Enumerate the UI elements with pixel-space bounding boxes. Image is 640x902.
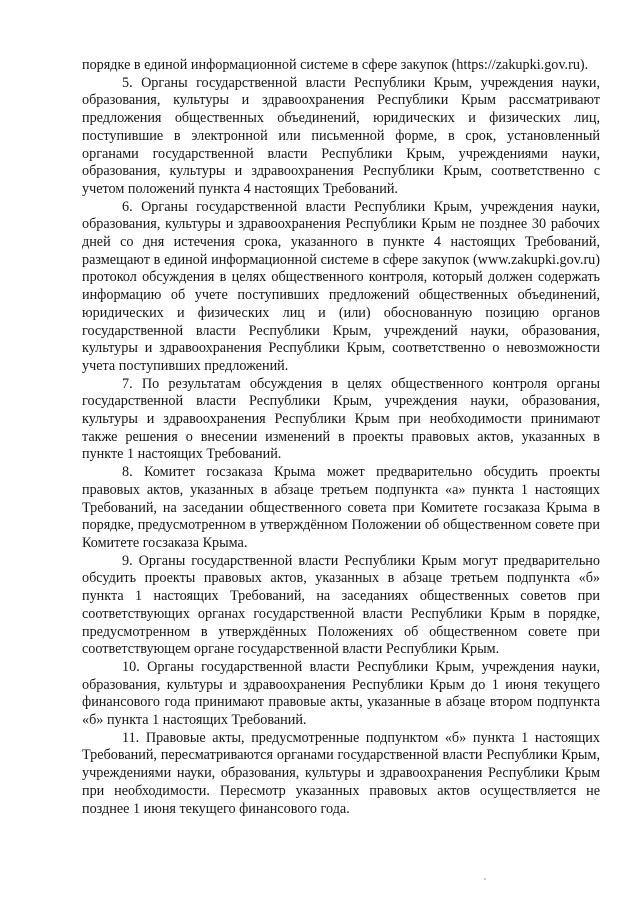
paragraph-item-7: 7. По результатам обсуждения в целях общественного контроля органы государственной власти Республики Крым, учреждения науки, образования, культуры и здравоохранения Республики Крым при необходимости принимают также решения о внесении изменений в проекты правовых актов, указанных в пункте 1 настоящих Требований.	[82, 375, 600, 463]
paragraph-item-9: 9. Органы государственной власти Республики Крым могут предварительно обсудить проекты правовых актов, указанных в абзаце третьем подпункта «б» пункта 1 настоящих Требований, на заседаниях общественных советов при соответствующих органах государственной власти Республики Крым в порядке, предусмотренном в утверждённых Положениях об общественном совете при соответствующем органе государственной власти Республики Крым.	[82, 552, 600, 658]
paragraph-item-6: 6. Органы государственной власти Республики Крым, учреждения науки, образования, культуры и здравоохранения Республики Крым не позднее 30 рабочих дней со дня истечения срока, указанного в пункте 4 настоящих Требований, размещают в единой информационной системе в сфере закупок (www.zakupki.gov.ru) протокол обсуждения в целях общественного контроля, который должен содержать информацию об учете поступивших предложений общественных объединений, юридических и физических лиц и (или) обоснованную позицию органов государственной власти Республики Крым, учреждений науки, образования, культуры и здравоохранения Республики Крым, соответственно о невозможности учета поступивших предложений.	[82, 198, 600, 374]
scan-speck	[484, 878, 486, 880]
paragraph-continuation: порядке в единой информационной системе в сфере закупок (https://zakupki.gov.ru).	[82, 57, 589, 73]
paragraph-item-5: 5. Органы государственной власти Республики Крым, учреждения науки, образования, культуры и здравоохранения Республики Крым рассматривают предложения общественных объединений, юридических и физических лиц, поступившие в электронной или письменной форме, в срок, установленный органами государственной власти Республики Крым, учреждениями науки, образования, культуры и здравоохранения Республики Крым, соответственно с учетом положений пункта 4 настоящих Требований.	[82, 74, 600, 197]
document-body	[82, 57, 600, 818]
paragraph-item-11: 11. Правовые акты, предусмотренные подпунктом «б» пункта 1 настоящих Требований, пересматриваются органами государственной власти Республики Крым, учреждениями науки, образования, культуры и здравоохранения Республики Крым при необходимости. Пересмотр указанных правовых актов осуществляется не позднее 1 июня текущего финансового года.	[82, 729, 600, 817]
paragraph-item-8: 8. Комитет госзаказа Крыма может предварительно обсудить проекты правовых актов, указанных в абзаце третьем подпункта «а» пункта 1 настоящих Требований, на заседании общественного совета при Комитете госзаказа Крыма в порядке, предусмотренном в утверждённом Положении об общественном совете при Комитете госзаказа Крыма.	[82, 464, 600, 551]
paragraph-item-10: 10. Органы государственной власти Республики Крым, учреждения науки, образования, культуры и здравоохранения Республики Крым до 1 июня текущего финансового года принимают правовые акты, указанные в абзаце втором подпункта «б» пункта 1 настоящих Требований.	[82, 658, 600, 729]
